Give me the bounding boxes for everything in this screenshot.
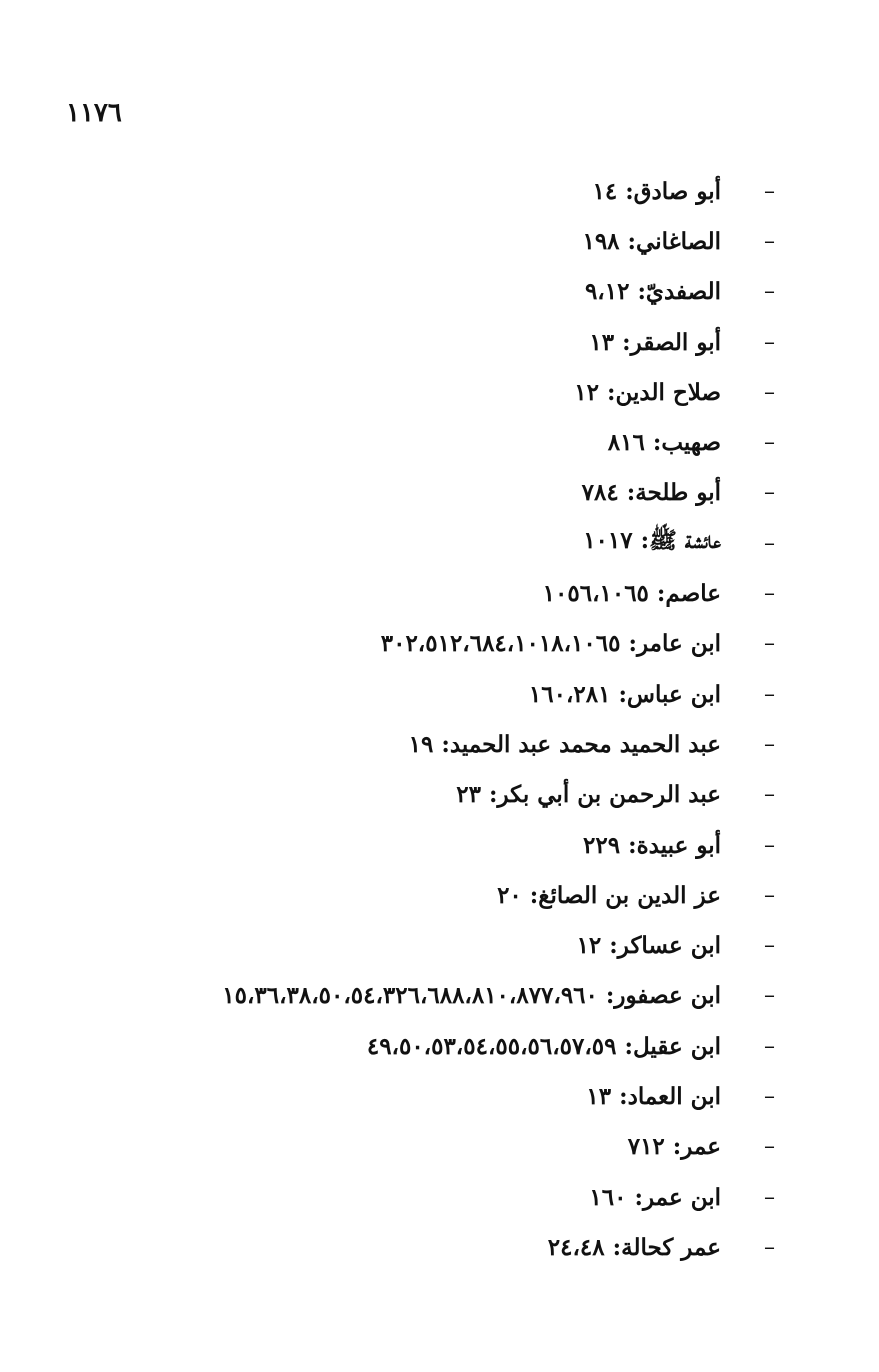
index-entry (15, 568, 775, 618)
page-number: ١١٧٦ (66, 98, 122, 128)
entry-dash: – (764, 1134, 775, 1160)
entry-text: ابن عامر: ٣٠٢،٥١٢،٦٨٤،١٠١٨،١٠٦٥ (380, 630, 721, 658)
index-entry (15, 971, 775, 1021)
entry-text: أبو عبيدة: ٢٢٩ (583, 831, 721, 859)
index-entry (15, 820, 775, 870)
entry-dash: – (764, 1033, 775, 1059)
index-entry (15, 216, 775, 266)
entry-dash: – (764, 1234, 775, 1260)
entry-text: عبد الحميد محمد عبد الحميد: ١٩ (408, 730, 721, 758)
entry-text: صهيب: ٨١٦ (607, 429, 721, 457)
entry-text: ابن عقيل: ٤٩،٥٠،٥٣،٥٤،٥٥،٥٦،٥٧،٥٩ (366, 1032, 721, 1060)
entry-text: أبو الصقر: ١٣ (589, 328, 721, 356)
index-list (15, 166, 775, 1273)
entry-text: أبو طلحة: ٧٨٤ (581, 479, 721, 507)
entry-dash: – (764, 933, 775, 959)
entry-text: عمر: ٧١٢ (627, 1133, 721, 1161)
entry-text: صلاح الدين: ١٢ (574, 378, 721, 406)
entry-dash: – (764, 430, 775, 456)
index-entry (15, 1122, 775, 1172)
entry-text: عبد الرحمن بن أبي بكر: ٢٣ (456, 781, 721, 809)
entry-dash: – (764, 1083, 775, 1109)
index-entry (15, 669, 775, 719)
entry-text: عز الدين بن الصائغ: ٢٠ (497, 881, 721, 909)
index-entry (15, 417, 775, 467)
entry-text: ابن عساكر: ١٢ (576, 932, 721, 960)
index-entry (15, 367, 775, 417)
index-entry (15, 468, 775, 518)
entry-dash: – (764, 983, 775, 1009)
entry-dash: – (764, 631, 775, 657)
entry-dash: – (764, 832, 775, 858)
entry-dash: – (764, 279, 775, 305)
index-entry (15, 770, 775, 820)
entry-text: ابن عمر: ١٦٠ (589, 1183, 721, 1211)
index-entry (15, 518, 775, 568)
index-entry (15, 870, 775, 920)
entry-text: ابن عباس: ١٦٠،٢٨١ (528, 680, 721, 708)
index-entry (15, 1021, 775, 1071)
entry-dash: – (764, 882, 775, 908)
entry-dash: – (764, 178, 775, 204)
entry-dash: – (764, 581, 775, 607)
entry-dash: – (764, 379, 775, 405)
index-entry (15, 267, 775, 317)
entry-dash: – (764, 480, 775, 506)
index-entry (15, 166, 775, 216)
index-entry (15, 317, 775, 367)
entry-text: الصفديّ: ٩،١٢ (584, 278, 721, 306)
entry-dash: – (764, 530, 775, 556)
entry-text: عائشة ﷺ: ١٠١٧ (583, 527, 721, 555)
entry-dash: – (764, 329, 775, 355)
index-entry (15, 1071, 775, 1121)
index-entry (15, 719, 775, 769)
index-entry (15, 1222, 775, 1272)
entry-dash: – (764, 731, 775, 757)
index-entry (15, 619, 775, 669)
index-entry (15, 1172, 775, 1222)
entry-text: الصاغاني: ١٩٨ (582, 227, 721, 255)
entry-dash: – (764, 681, 775, 707)
entry-text: ابن العماد: ١٣ (586, 1082, 721, 1110)
entry-text: عمر كحالة: ٢٤،٤٨ (547, 1233, 721, 1261)
index-entry (15, 920, 775, 970)
entry-dash: – (764, 1184, 775, 1210)
entry-text: عاصم: ١٠٥٦،١٠٦٥ (542, 580, 721, 608)
entry-dash: – (764, 782, 775, 808)
entry-text: ابن عصفور: ١٥،٣٦،٣٨،٥٠،٥٤،٣٢٦،٦٨٨،٨١٠،٨٧٧،٩٦٠ (222, 982, 721, 1010)
entry-text: أبو صادق: ١٤ (592, 177, 721, 205)
entry-dash: – (764, 228, 775, 254)
